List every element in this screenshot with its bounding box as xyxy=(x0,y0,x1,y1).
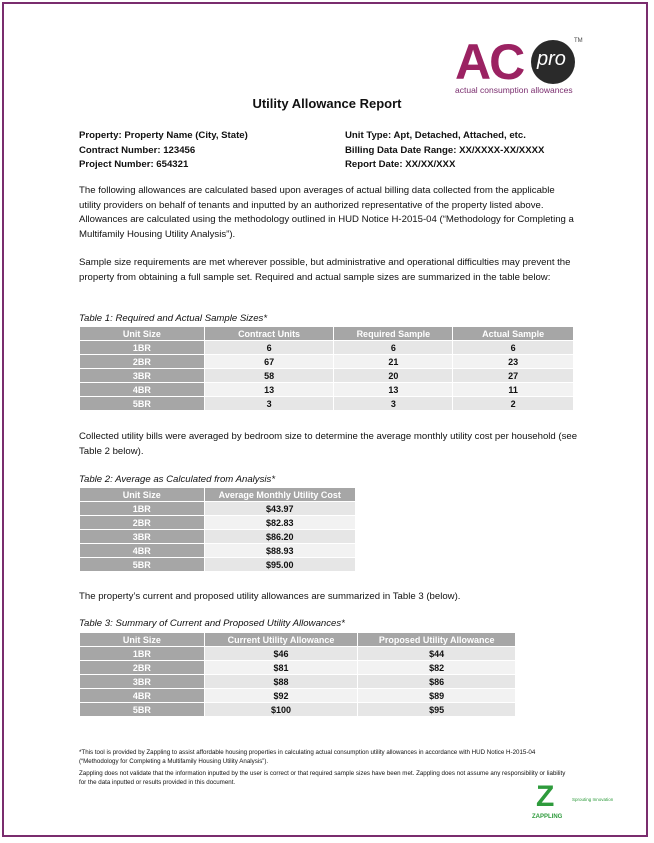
project-number: Project Number: 654321 xyxy=(79,159,189,170)
table-cell: $43.97 xyxy=(204,502,355,516)
table-cell: 3 xyxy=(204,397,334,411)
unit-size-cell: 4BR xyxy=(80,544,205,558)
table-header-row xyxy=(80,327,574,341)
unit-size-cell: 3BR xyxy=(80,369,205,383)
unit-size-cell: 2BR xyxy=(80,661,205,675)
table-cell: $92 xyxy=(204,689,358,703)
table-row xyxy=(80,383,574,397)
table-cell: 67 xyxy=(204,355,334,369)
logo-tagline: actual consumption allowances xyxy=(455,85,573,95)
table-header: Unit Size xyxy=(80,327,205,341)
footnote-disclaimer: *This tool is provided by Zappling to assist affordable housing properties in calculating actual consumption utility allowances in accordance with HUD Notice H-2015-04 (“Methodology for Completing a Multifamily Housing Utility Analysis”). xyxy=(79,749,536,765)
table-cell: $86.20 xyxy=(204,530,355,544)
unit-size-cell: 3BR xyxy=(80,675,205,689)
unit-size-cell: 5BR xyxy=(80,703,205,717)
table-cell: $44 xyxy=(358,647,516,661)
table-cell: 23 xyxy=(453,355,574,369)
table-row xyxy=(80,661,516,675)
table-cell: $86 xyxy=(358,675,516,689)
table-header: Actual Sample xyxy=(453,327,574,341)
table-cell: 21 xyxy=(334,355,453,369)
table-cell: $81 xyxy=(204,661,358,675)
table2-caption: Table 2: Average as Calculated from Analysis* xyxy=(79,474,276,485)
table-cell: $88 xyxy=(204,675,358,689)
table-row xyxy=(80,558,356,572)
table-cell: 58 xyxy=(204,369,334,383)
table-header-row xyxy=(80,488,356,502)
table-cell: 27 xyxy=(453,369,574,383)
zappling-name: ZAPPLING xyxy=(532,814,563,820)
table-header: Average Monthly Utility Cost xyxy=(204,488,355,502)
average-cost-table xyxy=(79,487,356,572)
table-header: Proposed Utility Allowance xyxy=(358,633,516,647)
table-cell: $100 xyxy=(204,703,358,717)
unit-size-cell: 2BR xyxy=(80,355,205,369)
table-row xyxy=(80,703,516,717)
table3-caption: Table 3: Summary of Current and Proposed Utility Allowances* xyxy=(79,618,345,629)
unit-type: Unit Type: Apt, Detached, Attached, etc. xyxy=(345,130,526,141)
table-header: Unit Size xyxy=(80,633,205,647)
table-cell: 6 xyxy=(204,341,334,355)
unit-size-cell: 2BR xyxy=(80,516,205,530)
table-header: Contract Units xyxy=(204,327,334,341)
logo-ac-text: AC xyxy=(455,34,524,90)
table1-caption: Table 1: Required and Actual Sample Sizes* xyxy=(79,313,268,324)
unit-size-cell: 4BR xyxy=(80,383,205,397)
unit-size-cell: 5BR xyxy=(80,558,205,572)
logo-pro-text: pro xyxy=(537,48,566,70)
zappling-mark: Z xyxy=(536,780,555,813)
table-row xyxy=(80,516,356,530)
table-cell: $89 xyxy=(358,689,516,703)
footnote-liability: Zappling does not validate that the information inputted by the user is correct or that required sample sizes have been met. Zappling does not assume any responsibility or liability for the data inputted or results provided in this document. xyxy=(79,770,566,786)
billing-date-range: Billing Data Date Range: XX/XXXX-XX/XXXX xyxy=(345,144,545,156)
logo-tm: TM xyxy=(574,38,583,44)
contract-number: Contract Number: 123456 xyxy=(79,144,196,156)
sample-size-table xyxy=(79,326,574,411)
table-row xyxy=(80,355,574,369)
property-name: Property: Property Name (City, State) xyxy=(79,130,248,141)
unit-size-cell: 4BR xyxy=(80,689,205,703)
zappling-tagline: Sprouting Innovation xyxy=(572,797,614,802)
unit-size-cell: 1BR xyxy=(80,647,205,661)
unit-size-cell: 3BR xyxy=(80,530,205,544)
table-cell: 13 xyxy=(204,383,334,397)
table-cell: 20 xyxy=(334,369,453,383)
report-info xyxy=(345,129,544,173)
table-header: Unit Size xyxy=(80,488,205,502)
table-row xyxy=(80,647,516,661)
table-row xyxy=(80,502,356,516)
report-title: Utility Allowance Report xyxy=(252,96,402,111)
unit-size-cell: 5BR xyxy=(80,397,205,411)
table-row xyxy=(80,675,516,689)
table-cell: $82 xyxy=(358,661,516,675)
table-cell: $82.83 xyxy=(204,516,355,530)
table-cell: 2 xyxy=(453,397,574,411)
table-row xyxy=(80,530,356,544)
table-row xyxy=(80,341,574,355)
table-cell: $46 xyxy=(204,647,358,661)
intro-paragraph: The following allowances are calculated based upon averages of actual billing data collected from the applicable utility providers on behalf of tenants and inputted by an authorized representative of the property listed above. Allowances are calculated using the methodology outlined in HUD Notice H-2015-04 (“Methodology for Completing a Multifamily Housing Utility Analysis”). xyxy=(79,185,574,240)
allowance-summary-table xyxy=(79,632,516,717)
table-cell: $88.93 xyxy=(204,544,355,558)
table-row xyxy=(80,369,574,383)
table-header: Required Sample xyxy=(334,327,453,341)
acpro-logo xyxy=(455,34,585,98)
table-cell: $95.00 xyxy=(204,558,355,572)
unit-size-cell: 1BR xyxy=(80,502,205,516)
table-header-row xyxy=(80,633,516,647)
unit-size-cell: 1BR xyxy=(80,341,205,355)
table-cell: 6 xyxy=(334,341,453,355)
sample-paragraph: Sample size requirements are met wherever possible, but administrative and operational difficulties may prevent the property from obtaining a full sample set. Required and actual sample sizes are summarized in the table below: xyxy=(79,257,571,283)
property-info xyxy=(79,129,248,173)
allowances-paragraph: The property’s current and proposed utility allowances are summarized in Table 3 (below). xyxy=(79,591,461,602)
table-row xyxy=(80,397,574,411)
table-cell: $95 xyxy=(358,703,516,717)
table-header: Current Utility Allowance xyxy=(204,633,358,647)
table-cell: 3 xyxy=(334,397,453,411)
table-row xyxy=(80,689,516,703)
table-cell: 13 xyxy=(334,383,453,397)
averages-paragraph: Collected utility bills were averaged by bedroom size to determine the average monthly utility cost per household (see Table 2 below). xyxy=(79,431,578,457)
zappling-logo xyxy=(532,782,570,822)
report-date: Report Date: XX/XX/XXX xyxy=(345,159,456,170)
table-cell: 11 xyxy=(453,383,574,397)
table-cell: 6 xyxy=(453,341,574,355)
table-row xyxy=(80,544,356,558)
